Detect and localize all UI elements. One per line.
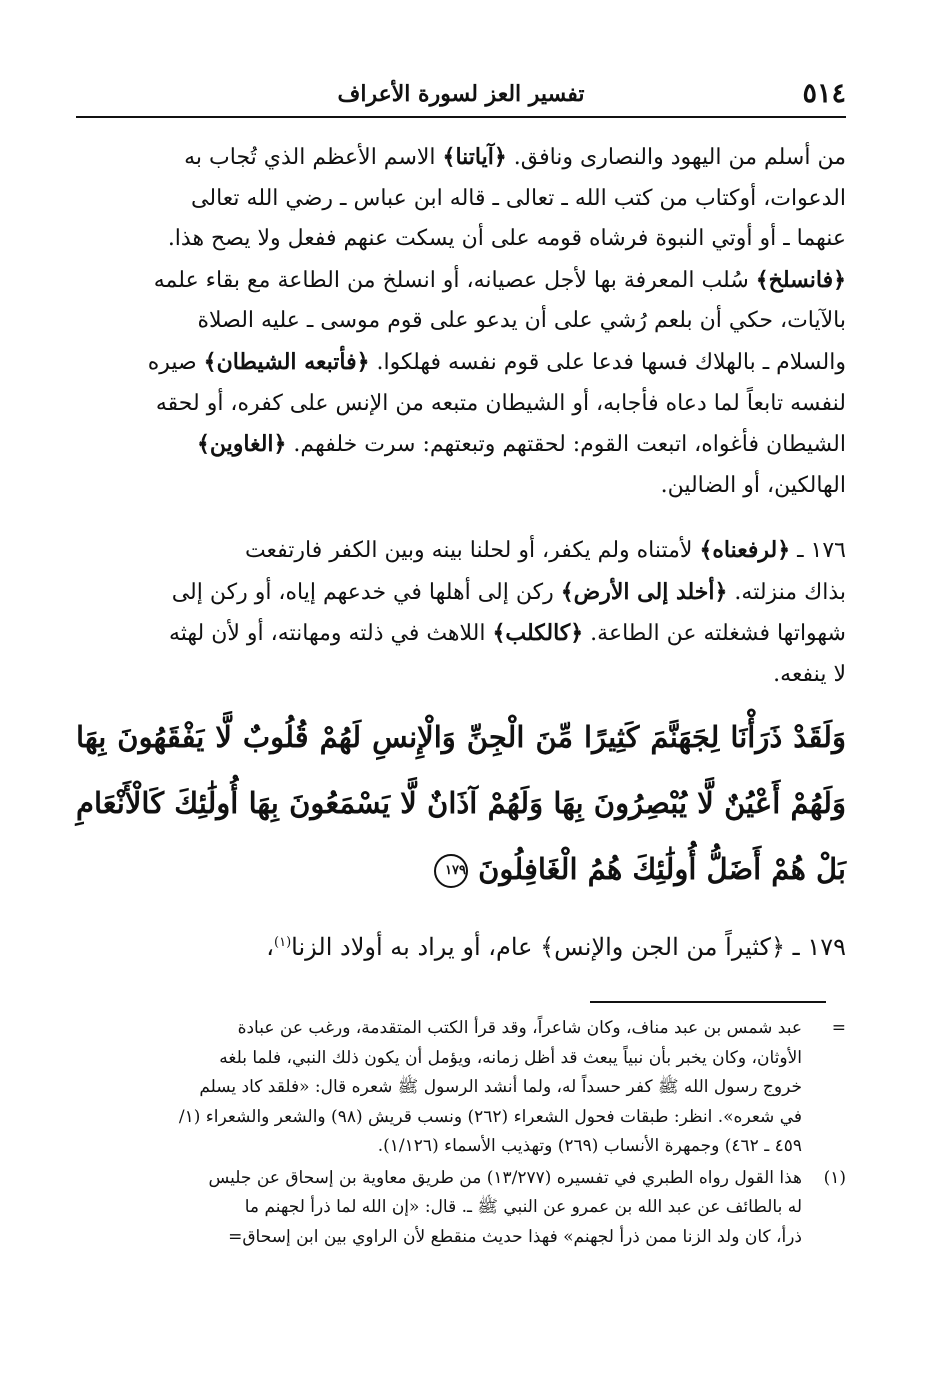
running-header xyxy=(76,74,846,114)
commentary-176-line: بذاك منزلته. ﴿أخلد إلى الأرض﴾ ركن إلى أهلها في خدعهم إياه، أو ركن إلى xyxy=(171,578,846,605)
footnotes xyxy=(76,1014,846,1252)
quran-verse xyxy=(76,704,846,902)
page-number: ٥١٤ xyxy=(802,78,846,109)
commentary-179-text: ١٧٩ ـ ﴿كثيراً من الجن والإنس﴾ عام، أو يراد به أولاد الزنا xyxy=(291,933,846,961)
quranic-keyword: ﴿فانسلخ﴾ xyxy=(755,266,846,293)
ayah-number-marker: ١٧٩ xyxy=(434,854,468,888)
commentary-176-line: لا ينفعه. xyxy=(773,661,846,687)
footnote-line: الأوثان، وكان يخبر بأن نبياً يبعث قد أظل زمانه، ويؤمل أن يكون ذلك النبي، فلما بلغه xyxy=(219,1047,802,1068)
footnote xyxy=(76,1164,846,1253)
quranic-keyword: ﴿آياتنا﴾ xyxy=(442,144,507,170)
commentary-line: ﴿فانسلخ﴾ سُلب المعرفة بها لأجل عصيانه، أو انسلخ من الطاعة مع بقاء علمه xyxy=(153,266,846,293)
footnote xyxy=(76,1014,846,1162)
commentary-line: لنفسه تابعاً لما دعاه فأجابه، أو الشيطان متبعه من الإنس على كفره، أو لحقه xyxy=(155,390,846,416)
commentary-line: والسلام ـ بالهلاك فسها فدعا على قوم نفسه فهلكوا. ﴿فأتبعه الشيطان﴾ صيره xyxy=(147,348,846,375)
commentary-179-trailing: ، xyxy=(266,933,275,961)
quranic-keyword: ﴿أخلد إلى الأرض﴾ xyxy=(560,578,728,605)
commentary-paragraph-179 xyxy=(76,922,846,972)
footnote-line: خروج رسول الله ﷺ كفر حسداً له، ولما أنشد الرسول ﷺ شعره قال: «فلقد كاد يسلم xyxy=(199,1077,802,1097)
commentary-line: الشيطان فأغواه، اتبعت القوم: لحقتهم وتبعتهم: سرت خلفهم. ﴿الغاوين﴾ xyxy=(197,431,846,458)
commentary-line: الهالكين، أو الضالين. xyxy=(660,472,846,498)
commentary-paragraph-176 xyxy=(76,530,846,695)
header-rule xyxy=(76,116,846,118)
footnote-line: هذا القول رواه الطبري في تفسيره (١٣/٢٧٧) من طريق معاوية بن إسحاق عن جليس xyxy=(208,1167,802,1188)
footnote-mark: (١) xyxy=(823,1167,846,1188)
footnote-line: له بالطائف عن عبد الله بن عمرو عن النبي ﷺ ـ. قال: «إن الله لما ذرأ لجهنم ما xyxy=(244,1197,802,1217)
footnote-reference: (١) xyxy=(274,935,292,950)
footnote-mark: = xyxy=(831,1018,846,1038)
quranic-keyword: ﴿لرفعناه﴾ xyxy=(699,537,791,563)
footnote-separator xyxy=(590,1001,826,1003)
commentary-line: الدعوات، أوكتاب من كتب الله ـ تعالى ـ قاله ابن عباس ـ رضي الله تعالى xyxy=(191,185,846,211)
quranic-keyword: ﴿الغاوين﴾ xyxy=(197,431,287,458)
footnote-line: ٤٥٩ ـ ٤٦٢) وجمهرة الأنساب (٢٦٩) وتهذيب الأسماء (١/١٢٦). xyxy=(377,1136,802,1156)
quranic-keyword: ﴿فأتبعه الشيطان﴾ xyxy=(203,348,370,375)
footnote-line: عبد شمس بن عبد مناف، وكان شاعراً، وقد قرأ الكتب المتقدمة، ورغب عن عبادة xyxy=(237,1018,802,1038)
verse-text: وَلَقَدْ ذَرَأْنَا لِجَهَنَّمَ كَثِيرًا مِّنَ الْجِنِّ وَالْإِنسِ لَهُمْ قُلُوبٌ لَّا يَفْقَهُونَ بِهَا وَلَهُمْ أَعْيُنٌ لَّا يُبْصِرُونَ بِهَا وَلَهُمْ آذَانٌ لَّا يَسْمَعُونَ بِهَا أُولَٰئِكَ كَالْأَنْعَامِ بَلْ هُمْ أَضَلُّ أُولَٰئِكَ هُمُ الْغَافِلُونَ xyxy=(76,720,846,886)
commentary-paragraph xyxy=(76,137,846,506)
commentary-line: بالآيات، حكي أن بلعم رُشي على أن يدعو على قوم موسى ـ عليه الصلاة xyxy=(197,308,846,334)
quranic-keyword: ﴿كالكلب﴾ xyxy=(492,620,584,647)
commentary-176-line: شهواتها فشغلته عن الطاعة. ﴿كالكلب﴾ اللاهث في ذلته ومهانته، أو لأن لهثه xyxy=(168,620,846,647)
footnote-line: ذرأ، كان ولد الزنا ممن ذرأ لجهنم» فهذا حديث منقطع لأن الراوي بين ابن إسحاق= xyxy=(228,1226,802,1247)
footnote-line: في شعره». انظر: طبقات فحول الشعراء (٢٦٢) ونسب قريش (٩٨) والشعر والشعراء (١/ xyxy=(178,1106,802,1127)
commentary-line: من أسلم من اليهود والنصارى ونافق. ﴿آياتنا﴾ الاسم الأعظم الذي تُجاب به xyxy=(184,144,846,170)
commentary-176-line: ١٧٦ ـ ﴿لرفعناه﴾ لأمتناه ولم يكفر، أو لحلنا بينه وبين الكفر فارتفعت xyxy=(244,537,846,563)
header-title: تفسير العز لسورة الأعراف xyxy=(337,81,585,107)
commentary-line: عنهما ـ أو أوتي النبوة فرشاه قومه على أن يسكت عنهم ففعل ولا يصح هذا. xyxy=(167,226,846,252)
